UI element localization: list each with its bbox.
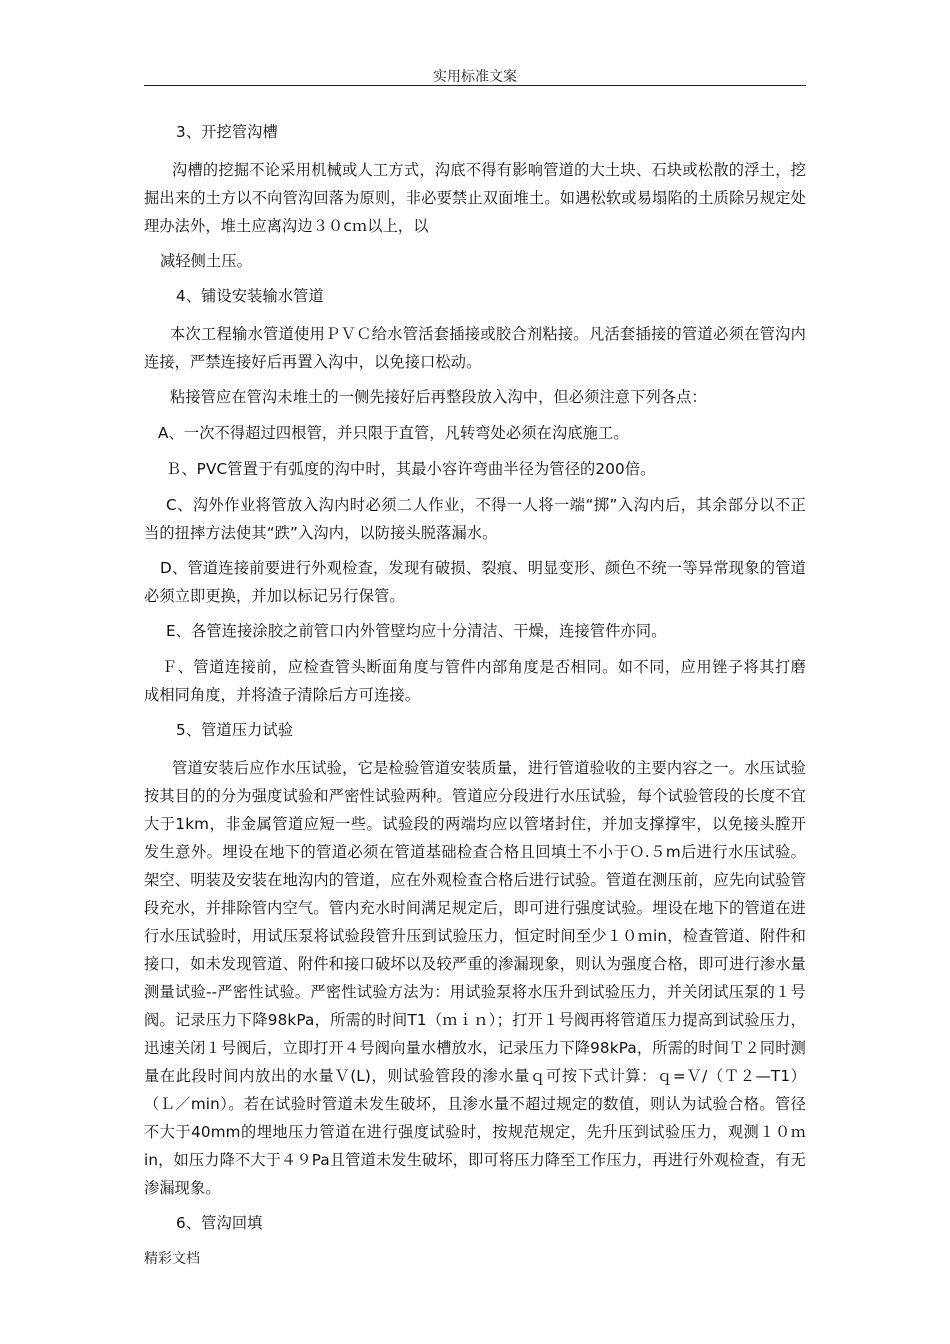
list-item-b: Ｂ、PVC管置于有弧度的沟中时，其最小容许弯曲半径为管径的200倍。	[166, 460, 656, 478]
paragraph-trench: 沟槽的挖掘不论采用机械或人工方式，沟底不得有影响管道的大土块、石块或松散的浮土，挖掘出来的土方以不向管沟回落为原则，非必要禁止双面堆土。如遇松软或易塌陷的土质除另规定处理办法外，堆土应离沟边３０cｍ以上，以	[144, 161, 806, 235]
header-divider	[144, 85, 806, 86]
paragraph-pressure-test: 管道安装后应作水压试验，它是检验管道安装质量，进行管道验收的主要内容之一。水压试验按其目的的分为强度试验和严密性试验两种。管道应分段进行水压试验，每个试验管段的长度不宜大于1km，非金属管道应短一些。试验段的两端均应以管堵封住，并加支撑撑牢，以免接头膛开发生意外。埋设在地下的管道必须在管道基础检查合格且回填土不小于Ｏ.５m后进行水压试验。架空、明装及安装在地沟内的管道，应在外观检查合格后进行试验。管道在测压前，应先向试验管段充水，并排除管内空气。管内充水时间满足规定后，即可进行强度试验。埋设在地下的管道在进行水压试验时，用试压泵将试验段管升压到试验压力，恒定时间至少１０ｍin，检查管道、附件和接口，如未发现管道、附件和接口破坏以及较严重的渗漏现象，则认为强度合格，即可进行渗水量测量试验--严密性试验。严密性试验方法为：用试验泵将水压升到试验压力，并关闭试压泵的１号阀。记录压力下降98kPa，所需的时间T1（ｍｉｎ）；打开１号阀再将管道压力提高到试验压力，迅速关闭１号阀后，立即打开４号阀向量水槽放水，记录压力下降98kPa，所需的时间Ｔ２同时测量在此段时间内放出的水量Ｖ(L)，则试验管段的渗水量ｑ可按下式计算：ｑ=Ｖ/（Ｔ２—T1）（Ｌ／min）。若在试验时管道未发生破坏，且渗水量不超过规定的数值，则认为试验合格。管径不大于40mm的埋地压力管道在进行强度试验时，按规范规定，先升压到试验压力，观测１０ｍin，如压力降不大于４９Pa且管道未发生破坏，即可将压力降至工作压力，再进行外观检查，有无渗漏现象。	[144, 759, 806, 1197]
list-item-f: Ｆ、管道连接前，应检查管头断面角度与管件内部角度是否相同。如不同，应用锉子将其打磨成相同角度，并将渣子清除后方可连接。	[144, 658, 806, 704]
page-footer: 精彩文档	[144, 1251, 200, 1267]
section-heading-3: 3、开挖管沟槽	[176, 123, 278, 141]
paragraph-pipe-material: 本次工程输水管道使用ＰＶＣ给水管活套插接或胶合剂粘接。凡活套插接的管道必须在管沟内连接，严禁连接好后再置入沟中，以免接口松动。	[144, 325, 806, 371]
document-body	[144, 118, 806, 1247]
section-heading-5: 5、管道压力试验	[176, 721, 294, 739]
list-item-d: D、管道连接前要进行外观检查，发现有破损、裂痕、明显变形、颜色不统一等异常现象的管道必须立即更换，并加以标记另行保管。	[144, 559, 806, 605]
list-item-a: A、一次不得超过四根管，并只限于直管，凡转弯处必须在沟底施工。	[158, 424, 629, 442]
section-heading-4: 4、铺设安装输水管道	[176, 287, 324, 305]
list-item-c: C、沟外作业将管放入沟内时必须二人作业，不得一人将一端“掷”入沟内后，其余部分以不正当的扭摔方法使其“跌”入沟内，以防接头脱落漏水。	[144, 496, 806, 542]
section-heading-6: 6、管沟回填	[176, 1214, 263, 1232]
paragraph-trench-end: 减轻侧土压。	[160, 252, 253, 270]
page-header: 实用标准文案	[433, 69, 517, 85]
list-item-e: E、各管连接涂胶之前管口内外管壁均应十分清洁、干燥，连接管件亦同。	[166, 622, 667, 640]
paragraph-bonding-notes: 粘接管应在管沟未堆土的一侧先接好后再整段放入沟中，但必须注意下列各点：	[170, 388, 707, 406]
